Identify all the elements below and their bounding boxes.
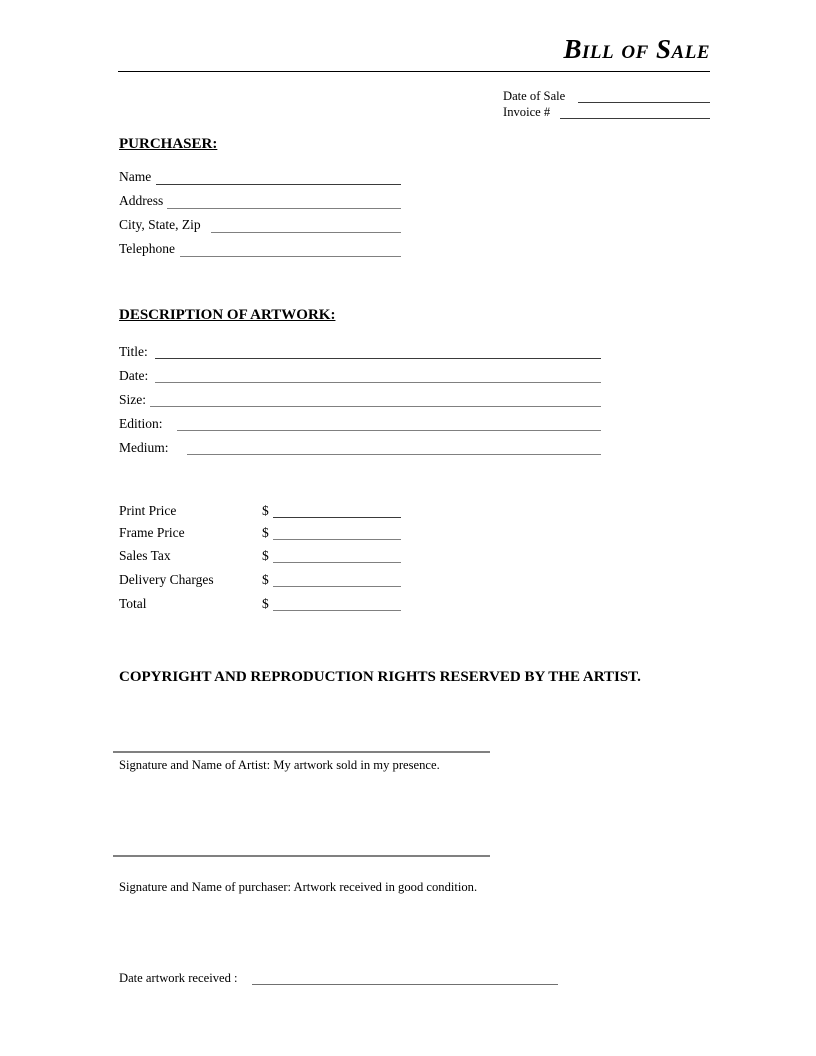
total-currency-symbol: $	[262, 596, 269, 611]
artwork-medium-input-line[interactable]	[187, 454, 601, 455]
artwork-size-input-line[interactable]	[150, 406, 601, 407]
artwork-heading: DESCRIPTION OF ARTWORK:	[119, 307, 336, 323]
print-price-label: Print Price	[119, 503, 177, 518]
purchaser-address-label: Address	[119, 193, 164, 208]
frame-price-currency-symbol: $	[262, 525, 269, 540]
artwork-edition-label: Edition:	[119, 416, 163, 431]
frame-price-label: Frame Price	[119, 525, 185, 540]
date-artwork-received-input-line[interactable]	[252, 984, 558, 985]
artwork-date-label: Date:	[119, 368, 149, 383]
artwork-title-label: Title:	[119, 344, 148, 359]
page-title: Bill of Sale	[563, 34, 710, 64]
artwork-medium-label: Medium:	[119, 440, 169, 455]
sales-tax-currency-symbol: $	[262, 548, 269, 563]
artwork-edition-input-line[interactable]	[177, 430, 601, 431]
frame-price-input-line[interactable]	[273, 539, 401, 540]
invoice-number-label: Invoice #	[503, 105, 551, 119]
purchaser-name-input-line[interactable]	[156, 184, 401, 185]
purchaser-signature-caption: Signature and Name of purchaser: Artwork received in good condition.	[119, 880, 478, 894]
purchaser-telephone-label: Telephone	[119, 241, 176, 256]
purchaser-city-state-zip-input-line[interactable]	[211, 232, 401, 233]
purchaser-heading: PURCHASER:	[119, 136, 218, 152]
print-price-currency-symbol: $	[262, 503, 269, 518]
date-of-sale-input-line[interactable]	[578, 102, 710, 103]
sales-tax-label: Sales Tax	[119, 548, 171, 563]
delivery-charges-label: Delivery Charges	[119, 572, 214, 587]
header-divider	[118, 71, 710, 72]
artist-signature-caption: Signature and Name of Artist: My artwork sold in my presence.	[119, 758, 440, 772]
purchaser-address-input-line[interactable]	[167, 208, 401, 209]
artwork-title-input-line[interactable]	[155, 358, 601, 359]
total-input-line[interactable]	[273, 610, 401, 611]
artwork-date-input-line[interactable]	[155, 382, 601, 383]
purchaser-signature-line[interactable]	[113, 855, 490, 857]
date-artwork-received-label: Date artwork received :	[119, 971, 238, 985]
print-price-input-line[interactable]	[273, 517, 401, 518]
delivery-charges-input-line[interactable]	[273, 586, 401, 587]
delivery-charges-currency-symbol: $	[262, 572, 269, 587]
artwork-size-label: Size:	[119, 392, 146, 407]
purchaser-telephone-input-line[interactable]	[180, 256, 401, 257]
purchaser-city-state-zip-label: City, State, Zip	[119, 217, 201, 232]
total-label: Total	[119, 596, 147, 611]
sales-tax-input-line[interactable]	[273, 562, 401, 563]
purchaser-name-label: Name	[119, 169, 152, 184]
artist-signature-line[interactable]	[113, 751, 490, 753]
copyright-notice: COPYRIGHT AND REPRODUCTION RIGHTS RESERVED BY THE ARTIST.	[119, 669, 641, 685]
date-of-sale-label: Date of Sale	[503, 89, 566, 103]
invoice-number-input-line[interactable]	[560, 118, 710, 119]
